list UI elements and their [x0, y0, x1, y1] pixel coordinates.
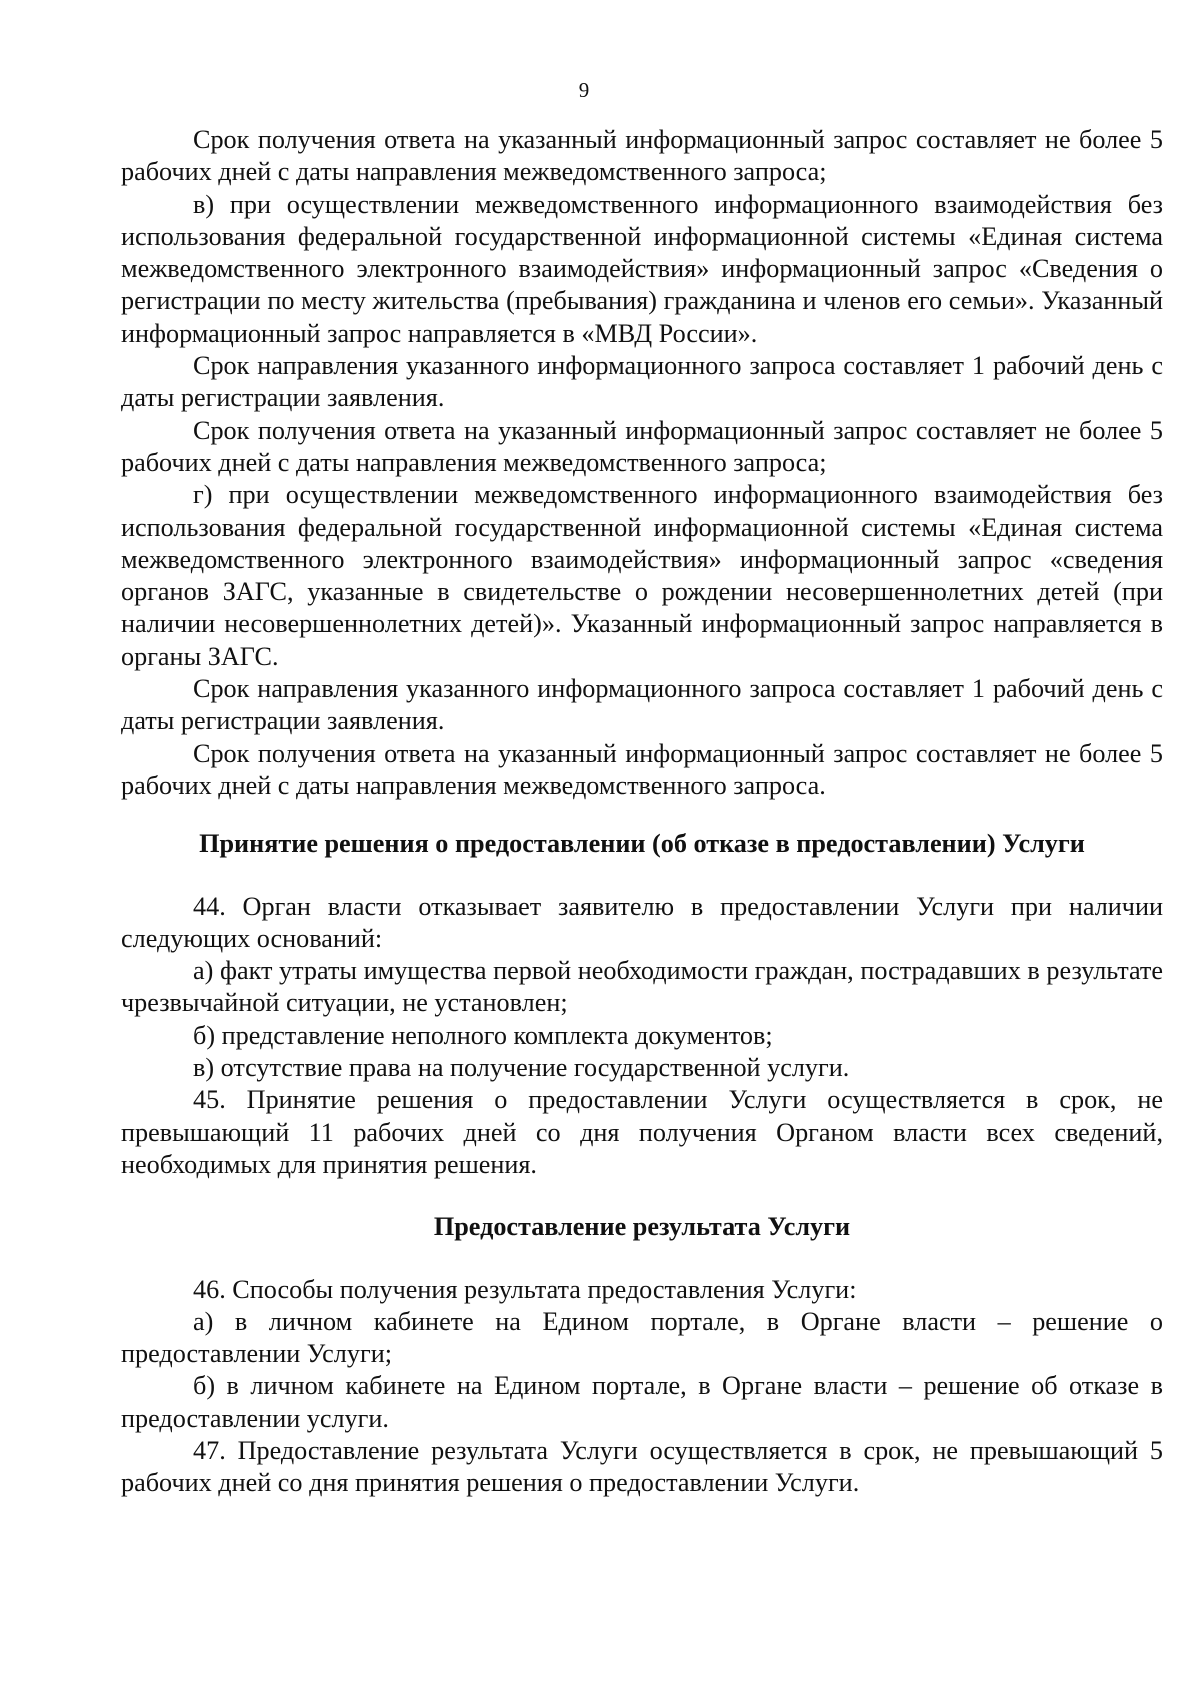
paragraph: Срок получения ответа на указанный информационный запрос составляет не более 5 рабочих дней с даты направления межведомственного запроса.	[121, 738, 1163, 800]
paragraph: 45. Принятие решения о предоставлении Услуги осуществляется в срок, не превышающий 11 рабочих дней со дня получения Органом власти всех сведений, необходимых для принятия решения.	[121, 1085, 1163, 1179]
document-body	[121, 124, 1163, 1500]
section-heading-result: Предоставление результата Услуги	[433, 1212, 851, 1242]
paragraph: 47. Предоставление результата Услуги осуществляется в срок, не превышающий 5 рабочих дней со дня принятия решения о предоставлении Услуги.	[121, 1435, 1163, 1498]
paragraph: 46. Способы получения результата предоставления Услуги:	[193, 1274, 857, 1304]
paragraph: б) представление неполного комплекта документов;	[193, 1020, 773, 1050]
paragraph: г) при осуществлении межведомственного информационного взаимодействия без использования федеральной государственной информационной системы «Единая система межведомственного электронного взаимодействия» информационный запрос «сведения органов ЗАГС, указанные в свидетельстве о рождении несовершеннолетних детей (при наличии несовершеннолетних детей)». Указанный информационный запрос направляется в органы ЗАГС.	[121, 480, 1163, 671]
paragraph: в) отсутствие права на получение государственной услуги.	[193, 1053, 850, 1083]
paragraph: б) в личном кабинете на Едином портале, в Органе власти – решение об отказе в предоставлении услуги.	[121, 1371, 1163, 1433]
paragraph: а) факт утраты имущества первой необходимости граждан, пострадавших в результате чрезвычайной ситуации, не установлен;	[121, 956, 1163, 1018]
paragraph: Срок получения ответа на указанный информационный запрос составляет не более 5 рабочих дней с даты направления межведомственного запроса;	[121, 125, 1163, 187]
paragraph: в) при осуществлении межведомственного информационного взаимодействия без использования федеральной государственной информационной системы «Единая система межведомственного электронного взаимодействия» информационный запрос «Сведения о регистрации по месту жительства (пребывания) гражданина и членов его семьи». Указанный информационный запрос направляется в «МВД России».	[121, 189, 1163, 348]
paragraph: Срок направления указанного информационного запроса составляет 1 рабочий день с даты регистрации заявления.	[121, 674, 1163, 736]
paragraph: 44. Орган власти отказывает заявителю в предоставлении Услуги при наличии следующих оснований:	[121, 891, 1163, 953]
paragraph: Срок направления указанного информационного запроса составляет 1 рабочий день с даты регистрации заявления.	[121, 351, 1163, 413]
page-number: 9	[578, 78, 590, 102]
paragraph: а) в личном кабинете на Едином портале, в Органе власти – решение о предоставлении Услуги;	[121, 1306, 1163, 1369]
section-heading-decision: Принятие решения о предоставлении (об отказе в предоставлении) Услуги	[199, 829, 1085, 859]
paragraph: Срок получения ответа на указанный информационный запрос составляет не более 5 рабочих дней с даты направления межведомственного запроса;	[121, 415, 1163, 477]
